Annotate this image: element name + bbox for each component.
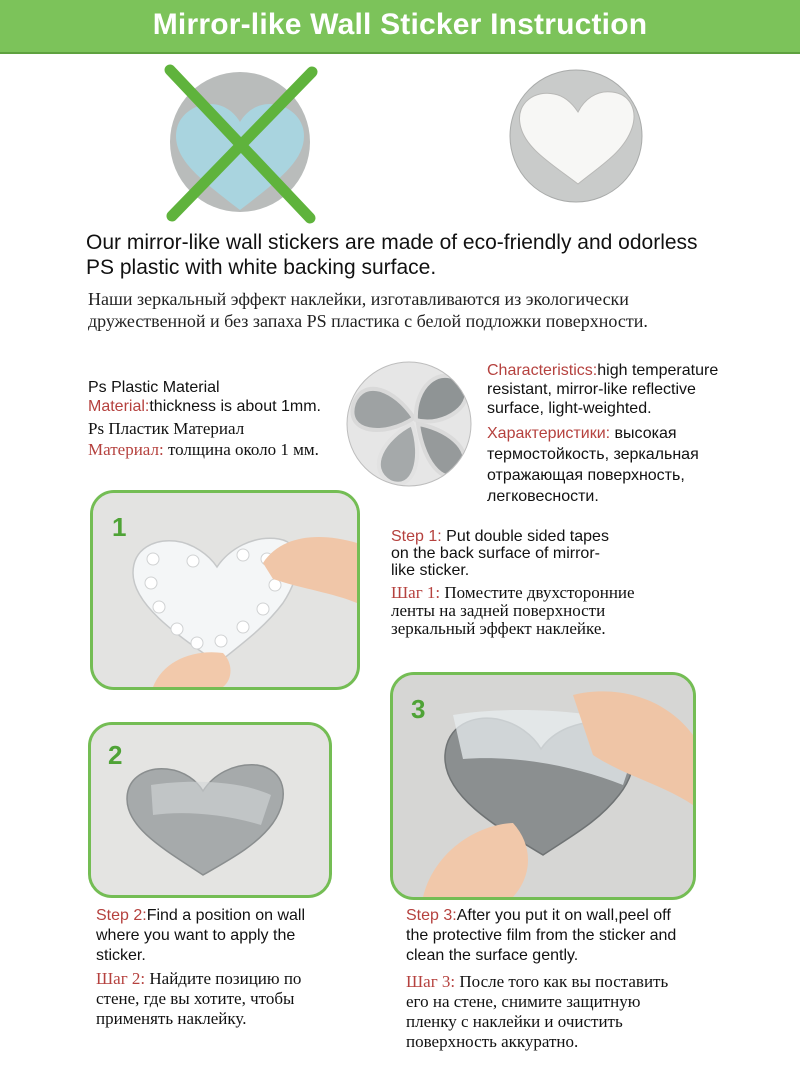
step-3-label-en: Step 3: — [406, 907, 457, 924]
white-heart-icon — [506, 66, 646, 206]
intro-english: Our mirror-like wall stickers are made of eco-friendly and odorless PS plastic with white backing surface. — [86, 231, 698, 279]
material-line-ru — [88, 440, 358, 459]
step-3-text-en — [406, 906, 696, 966]
step-3-text-ru — [406, 972, 686, 1052]
step-2-text-en — [96, 906, 326, 966]
material-title-en: Ps Plastic Material — [88, 379, 220, 396]
step-1-label-ru: Шаг 1: — [391, 583, 441, 602]
step-1-photo — [90, 490, 360, 690]
characteristics-label-en: Characteristics: — [487, 362, 598, 379]
step-1-number: 1 — [112, 512, 127, 542]
step-2-label-en: Step 2: — [96, 907, 147, 924]
material-text-ru: толщина около 1 мм. — [163, 440, 319, 459]
step-2-desc-ru: Найдите позицию по стене, где вы хотите, чтобы применять наклейку. — [96, 969, 302, 1028]
step-2-label-ru: Шаг 2: — [96, 969, 146, 988]
characteristics-label-ru: Характеристики: — [487, 425, 611, 442]
intro-russian: Наши зеркальный эффект наклейки, изготавливаются из экологически дружественной и без запаха PS пластика с белой подложки поверхности. — [88, 289, 648, 331]
step-1-label-en: Step 1: — [391, 528, 442, 545]
step-3-desc-ru: После того как вы поставить его на стене, снимите защитную пленку с наклейки и очистить поверхность аккуратно. — [406, 972, 669, 1051]
banner-title: Mirror-like Wall Sticker Instruction — [152, 8, 648, 41]
step-3-label-ru: Шаг 3: — [406, 972, 456, 991]
step-3-photo — [390, 672, 696, 900]
step-1-text-en — [391, 528, 621, 579]
characteristics-ru — [487, 423, 732, 507]
step-1-desc-en: Put double sided tapes on the back surface of mirror-like sticker. — [391, 528, 609, 579]
material-label-ru: Материал: — [88, 440, 164, 459]
step-2-text-ru — [96, 969, 336, 1029]
step-2-photo — [88, 722, 332, 898]
step-1-desc-ru: Поместите двухсторонние ленты на задней поверхности зеркальный эффект наклейке. — [391, 583, 635, 638]
material-label-en: Material: — [88, 398, 150, 415]
mirror-butterfly-icon — [344, 358, 474, 490]
material-text-en: thickness is about 1mm. — [149, 398, 321, 415]
characteristics-text-ru: высокая термостойкость, зеркальная отражающая поверхность, легковесности. — [487, 425, 699, 505]
characteristics-en — [487, 361, 722, 418]
characteristics-text-en: high temperature resistant, mirror-like reflective surface, light-weighted. — [487, 362, 719, 417]
crossed-out-heart-icon — [160, 62, 320, 224]
step-3-desc-en: After you put it on wall,peel off the protective film from the sticker and clean the surface gently. — [406, 907, 677, 964]
step-2-desc-en: Find a position on wall where you want to apply the sticker. — [96, 907, 306, 964]
material-title-ru: Ps Пластик Материал — [88, 419, 245, 438]
material-line-en — [88, 397, 358, 416]
step-2-number: 2 — [108, 740, 123, 770]
step-1-text-ru — [391, 584, 641, 638]
step-3-number: 3 — [411, 694, 426, 724]
